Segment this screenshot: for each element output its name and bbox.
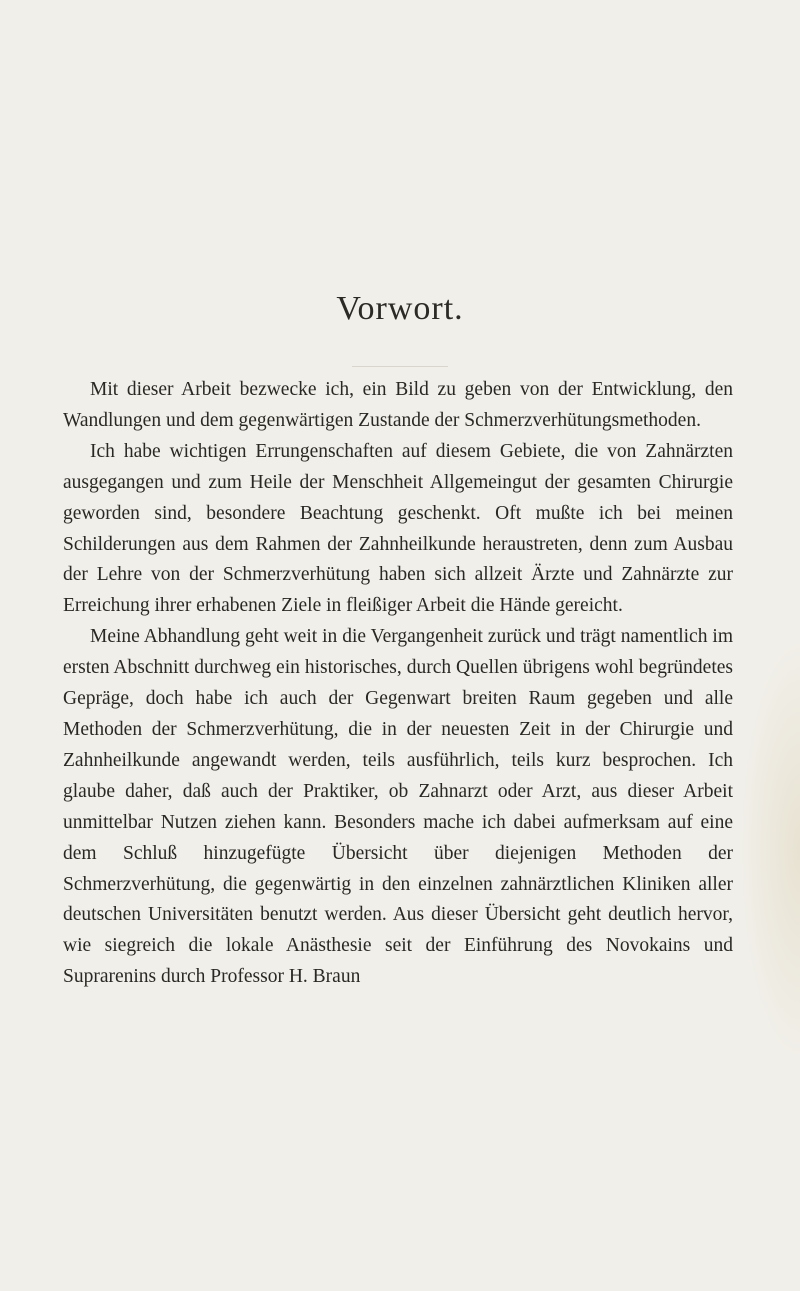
paragraph-2: Ich habe wichtigen Errungenschaften auf diesem Gebiete, die von Zahnärzten ausgegangen und zum Heile der Menschheit Allgemeingut der gesamten Chirurgie geworden sind, besondere Beachtung geschenkt. Oft mußte ich bei meinen Schilderungen aus dem Rahmen der Zahnheilkunde heraustreten, denn zum Ausbau der Lehre von der Schmerzverhütung haben sich allzeit Ärzte und Zahnärzte zur Erreichung ihrer erhabenen Ziele in fleißiger Arbeit die Hände gereicht. [63,440,733,617]
paragraph-1: Mit dieser Arbeit bezwecke ich, ein Bild zu geben von der Entwicklung, den Wandlungen und dem gegenwärtigen Zustande der Schmerzverhütungsmethoden. [63,379,733,431]
paper-discoloration [740,640,800,1060]
paragraph-3: Meine Abhandlung geht weit in die Vergangenheit zurück und trägt namentlich im ersten Abschnitt durchweg ein historisches, durch Quellen übrigens wohl begründetes Gepräge, doch habe ich auch der Gegenwart breiten Raum gegeben und alle Methoden der Schmerzverhütung, die in der neuesten Zeit in der Chirurgie und Zahnheilkunde angewandt werden, teils ausführlich, teils kurz besprochen. Ich glaube daher, daß auch der Praktiker, ob Zahnarzt oder Arzt, aus dieser Arbeit unmittelbar Nutzen ziehen kann. Besonders mache ich dabei aufmerksam auf eine dem Schluß hinzugefügte Übersicht über diejenigen Methoden der Schmerzverhütung, die gegenwärtig in den einzelnen zahnärztlichen Kliniken aller deutschen Universitäten benutzt werden. Aus dieser Übersicht geht deutlich hervor, wie siegreich die lokale Anästhesie seit der Einführung des Novokains und Suprarenins durch Professor H. Braun [63,626,733,988]
page-title: Vorwort. [336,290,464,327]
body-text [63,375,733,993]
title-divider [352,366,448,367]
